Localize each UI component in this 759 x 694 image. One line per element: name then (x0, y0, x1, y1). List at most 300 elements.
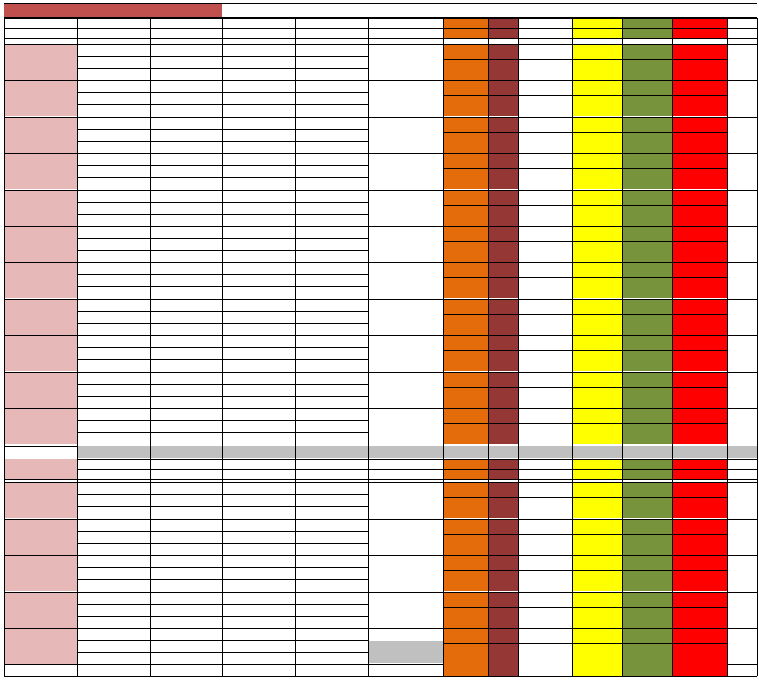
place-header (295, 28, 368, 38)
athlete-mark (222, 543, 295, 555)
event-points (518, 47, 572, 57)
event-name-right (368, 190, 443, 202)
cumulative-points (488, 646, 518, 656)
cumulative-points (443, 353, 488, 363)
athlete-name (295, 519, 368, 531)
cumulative-points (572, 317, 622, 327)
athlete-team (77, 238, 150, 250)
event-name (4, 408, 77, 420)
grid-line (757, 18, 758, 676)
event-points (443, 302, 488, 312)
athlete-mark (295, 286, 368, 298)
event-name-right (368, 519, 443, 531)
grid-line (443, 350, 727, 351)
team-code-header (518, 18, 572, 28)
athlete-team (222, 92, 295, 104)
grid-line (4, 592, 757, 593)
athlete-name (150, 592, 222, 604)
event-total (727, 533, 757, 543)
athlete-team (150, 494, 222, 506)
athlete-name (222, 262, 295, 274)
cumulative-points (488, 135, 518, 145)
athlete-team (77, 92, 150, 104)
event-name-right (368, 592, 443, 604)
grid-line (150, 18, 151, 676)
cumulative-points (672, 646, 727, 656)
team-total-value (572, 664, 622, 676)
athlete-name (77, 628, 150, 640)
cumulative-points (518, 646, 572, 656)
event-name-right (368, 299, 443, 311)
team-code-header (488, 18, 518, 28)
event-points (622, 631, 672, 641)
cumulative-points (488, 537, 518, 547)
athlete-mark (295, 141, 368, 153)
cumulative-points (518, 573, 572, 583)
athlete-mark (77, 506, 150, 518)
cumulative-points (622, 646, 672, 656)
grid-line (443, 607, 727, 608)
athlete-name (222, 190, 295, 202)
athlete-team (150, 531, 222, 543)
cumulative-points (488, 500, 518, 510)
athlete-mark (222, 214, 295, 226)
athlete-team (222, 56, 295, 68)
cumulative-points (672, 390, 727, 400)
event-points (572, 265, 622, 275)
athlete-mark (295, 250, 368, 262)
athlete-mark (150, 543, 222, 555)
cumulative-points (572, 353, 622, 363)
grid-line (443, 277, 727, 278)
event-total (727, 313, 757, 323)
team-name-header (443, 28, 488, 38)
cumulative-points (443, 135, 488, 145)
cumulative-points (572, 280, 622, 290)
event-points (488, 193, 518, 203)
athlete-mark (150, 359, 222, 371)
athlete-name (150, 117, 222, 129)
athlete-team (222, 384, 295, 396)
points-header (222, 459, 295, 469)
athlete-name (222, 372, 295, 384)
event-points (518, 83, 572, 93)
athlete-mark (222, 250, 295, 262)
athlete-name (222, 482, 295, 494)
grid-line (443, 18, 444, 676)
athlete-mark (77, 177, 150, 189)
event-points (622, 411, 672, 421)
event-points (622, 47, 672, 57)
athlete-name (295, 408, 368, 420)
event-name-right (368, 482, 443, 494)
event-points (672, 302, 727, 312)
athlete-mark (295, 652, 368, 664)
athlete-name (222, 628, 295, 640)
athlete-name (222, 44, 295, 56)
event-points (488, 558, 518, 568)
event-points (572, 156, 622, 166)
event-points (622, 83, 672, 93)
cumulative-points (518, 98, 572, 108)
grid-line (4, 18, 757, 19)
athlete-mark (295, 104, 368, 116)
athlete-mark (77, 396, 150, 408)
event-points (443, 265, 488, 275)
athlete-name (222, 519, 295, 531)
relay-scoring-label-right (368, 446, 443, 458)
event-points (518, 120, 572, 130)
athlete-mark (77, 616, 150, 628)
athlete-name (222, 592, 295, 604)
event-points (672, 631, 727, 641)
athlete-name (222, 117, 295, 129)
event-points (488, 375, 518, 385)
grid-line (4, 262, 757, 263)
athlete-name (77, 80, 150, 92)
event-points (518, 229, 572, 239)
event-points (672, 120, 727, 130)
cumulative-points (622, 280, 672, 290)
athlete-team (150, 129, 222, 141)
relay-band-right (443, 446, 757, 458)
athlete-name (222, 299, 295, 311)
cumulative-points (518, 135, 572, 145)
athlete-name (77, 117, 150, 129)
athlete-team (77, 129, 150, 141)
event-points (518, 375, 572, 385)
athlete-mark (222, 616, 295, 628)
event-name-right (368, 262, 443, 274)
athlete-name (77, 44, 150, 56)
grid-line (4, 190, 757, 191)
grid-line (443, 570, 727, 571)
event-points (672, 375, 727, 385)
grid-line (4, 372, 757, 373)
points-header (150, 18, 222, 28)
team-code-header (622, 18, 672, 28)
athlete-team (295, 56, 368, 68)
event-points (572, 522, 622, 532)
points-header (295, 18, 368, 28)
grid-line (4, 44, 757, 45)
cumulative-points (672, 573, 727, 583)
event-points (443, 83, 488, 93)
place-header (77, 469, 150, 479)
grid-line (295, 18, 296, 676)
points-header (77, 459, 150, 469)
cumulative-points (488, 62, 518, 72)
athlete-team (295, 494, 368, 506)
athlete-team (77, 494, 150, 506)
athlete-team (295, 640, 368, 652)
team-total-value (518, 664, 572, 676)
event-points (488, 411, 518, 421)
event-total (727, 606, 757, 616)
athlete-name (150, 335, 222, 347)
athlete-team (295, 384, 368, 396)
athlete-team (150, 274, 222, 286)
event-points (572, 83, 622, 93)
grid-line (443, 497, 727, 498)
event-points (572, 375, 622, 385)
event-points (518, 631, 572, 641)
event-points (488, 631, 518, 641)
event-points (443, 193, 488, 203)
athlete-name (295, 335, 368, 347)
cumulative-points (488, 426, 518, 436)
cumulative-points (443, 426, 488, 436)
athlete-mark (222, 323, 295, 335)
grid-line (572, 18, 573, 676)
grid-line (4, 555, 757, 556)
event-col-header-right (368, 469, 443, 479)
cumulative-points (672, 244, 727, 254)
event-total (727, 240, 757, 250)
cumulative-points (622, 244, 672, 254)
cumulative-points (672, 62, 727, 72)
athlete-mark (77, 214, 150, 226)
athlete-team (295, 347, 368, 359)
place-header (222, 469, 295, 479)
athlete-team (77, 347, 150, 359)
athlete-mark (295, 579, 368, 591)
place-header (150, 469, 222, 479)
cumulative-points (622, 135, 672, 145)
grid-line (4, 335, 757, 336)
event-points (488, 229, 518, 239)
athlete-team (295, 567, 368, 579)
event-points (488, 47, 518, 57)
cumulative-points (622, 317, 672, 327)
grid-line (4, 153, 757, 154)
cumulative-points (443, 62, 488, 72)
grid-line (443, 387, 727, 388)
event-points (572, 558, 622, 568)
athlete-mark (150, 323, 222, 335)
cumulative-points (488, 353, 518, 363)
title-right (368, 3, 518, 17)
event-name-right (368, 153, 443, 165)
cumulative-points (622, 426, 672, 436)
athlete-name (77, 592, 150, 604)
grid-line (4, 459, 757, 460)
athlete-mark (295, 359, 368, 371)
event-name (4, 44, 77, 56)
athlete-name (150, 226, 222, 238)
event-total (727, 58, 757, 68)
athlete-team (150, 92, 222, 104)
athlete-mark (150, 177, 222, 189)
team-name-header (622, 28, 672, 38)
team-name-header (488, 28, 518, 38)
points-header (77, 18, 150, 28)
event-points (443, 595, 488, 605)
cumulative-points (572, 390, 622, 400)
athlete-team (77, 56, 150, 68)
cumulative-points (572, 573, 622, 583)
grid-line (727, 18, 728, 676)
athlete-name (150, 190, 222, 202)
event-points (672, 558, 727, 568)
event-points (488, 595, 518, 605)
athlete-name (150, 372, 222, 384)
grid-line (443, 168, 727, 169)
cumulative-points (488, 244, 518, 254)
event-name-right (368, 335, 443, 347)
points-header (150, 459, 222, 469)
event-points (518, 302, 572, 312)
grid-line (4, 226, 757, 227)
athlete-name (77, 262, 150, 274)
athlete-team (77, 640, 150, 652)
event-name (4, 335, 77, 347)
cumulative-points (572, 537, 622, 547)
cumulative-points (672, 317, 727, 327)
event-points (443, 522, 488, 532)
event-points (488, 83, 518, 93)
athlete-mark (77, 323, 150, 335)
athlete-mark (222, 286, 295, 298)
athlete-mark (295, 616, 368, 628)
athlete-mark (295, 323, 368, 335)
cumulative-points (572, 426, 622, 436)
cumulative-points (518, 171, 572, 181)
place-header (150, 28, 222, 38)
athlete-mark (77, 250, 150, 262)
athlete-mark (150, 68, 222, 80)
athlete-name (77, 408, 150, 420)
athlete-mark (77, 543, 150, 555)
athlete-team (295, 92, 368, 104)
athlete-team (150, 238, 222, 250)
athlete-team (77, 311, 150, 323)
cumulative-points (443, 500, 488, 510)
grid-line (443, 314, 727, 315)
athlete-mark (295, 432, 368, 444)
team-color-cell (622, 469, 672, 479)
event-points (672, 83, 727, 93)
event-points (443, 558, 488, 568)
athlete-mark (150, 250, 222, 262)
event-points (572, 485, 622, 495)
event-points (672, 338, 727, 348)
grid-line (4, 519, 757, 520)
athlete-team (222, 202, 295, 214)
athlete-mark (222, 68, 295, 80)
athlete-team (77, 384, 150, 396)
team-color-cell (488, 469, 518, 479)
athlete-mark (150, 396, 222, 408)
athlete-mark (295, 177, 368, 189)
grid-line (488, 18, 489, 676)
cumulative-points (672, 208, 727, 218)
athlete-mark (295, 214, 368, 226)
non-scoring-label (4, 641, 77, 663)
athlete-mark (77, 359, 150, 371)
athlete-team (295, 129, 368, 141)
cumulative-points (622, 610, 672, 620)
athlete-mark (77, 432, 150, 444)
athlete-team (77, 274, 150, 286)
event-total (727, 642, 757, 652)
athlete-team (222, 347, 295, 359)
athlete-name (150, 299, 222, 311)
athlete-team (222, 311, 295, 323)
grid-line (443, 643, 727, 644)
athlete-mark (77, 68, 150, 80)
grid-line (222, 18, 223, 676)
event-points (622, 302, 672, 312)
grid-line (4, 80, 757, 81)
place-header (222, 28, 295, 38)
cumulative-points (518, 317, 572, 327)
event-name (4, 80, 77, 92)
event-points (672, 595, 727, 605)
event-points (622, 265, 672, 275)
cumulative-points (572, 500, 622, 510)
event-total (727, 496, 757, 506)
event-total (727, 569, 757, 579)
event-points (572, 631, 622, 641)
cumulative-points (672, 500, 727, 510)
event-total (727, 349, 757, 359)
athlete-name (150, 555, 222, 567)
event-name (4, 190, 77, 202)
cumulative-points (622, 171, 672, 181)
event-points (518, 193, 572, 203)
athlete-name (295, 226, 368, 238)
team-name-header (672, 28, 727, 38)
athlete-team (222, 238, 295, 250)
team-total-value (672, 664, 727, 676)
athlete-team (222, 604, 295, 616)
cumulative-points (672, 280, 727, 290)
event-points (672, 156, 727, 166)
event-points (672, 265, 727, 275)
cumulative-points (622, 62, 672, 72)
event-points (622, 485, 672, 495)
athlete-team (295, 202, 368, 214)
athlete-name (150, 80, 222, 92)
athlete-team (150, 640, 222, 652)
athlete-team (150, 311, 222, 323)
event-points (518, 595, 572, 605)
athlete-team (150, 604, 222, 616)
event-points (672, 522, 727, 532)
cumulative-points (443, 171, 488, 181)
event-name-right (368, 628, 443, 640)
athlete-team (222, 531, 295, 543)
cumulative-points (443, 98, 488, 108)
event-name-right (368, 372, 443, 384)
cumulative-points (488, 390, 518, 400)
athlete-name (150, 519, 222, 531)
event-name (4, 555, 77, 567)
athlete-name (295, 299, 368, 311)
cumulative-points (572, 646, 622, 656)
cumulative-points (672, 353, 727, 363)
relay-scoring-label (4, 446, 77, 458)
event-points (622, 375, 672, 385)
athlete-team (222, 567, 295, 579)
cumulative-points (518, 208, 572, 218)
cumulative-points (672, 98, 727, 108)
athlete-name (222, 335, 295, 347)
team-code-header (518, 459, 572, 469)
grid-line (4, 18, 5, 676)
event-points (518, 156, 572, 166)
